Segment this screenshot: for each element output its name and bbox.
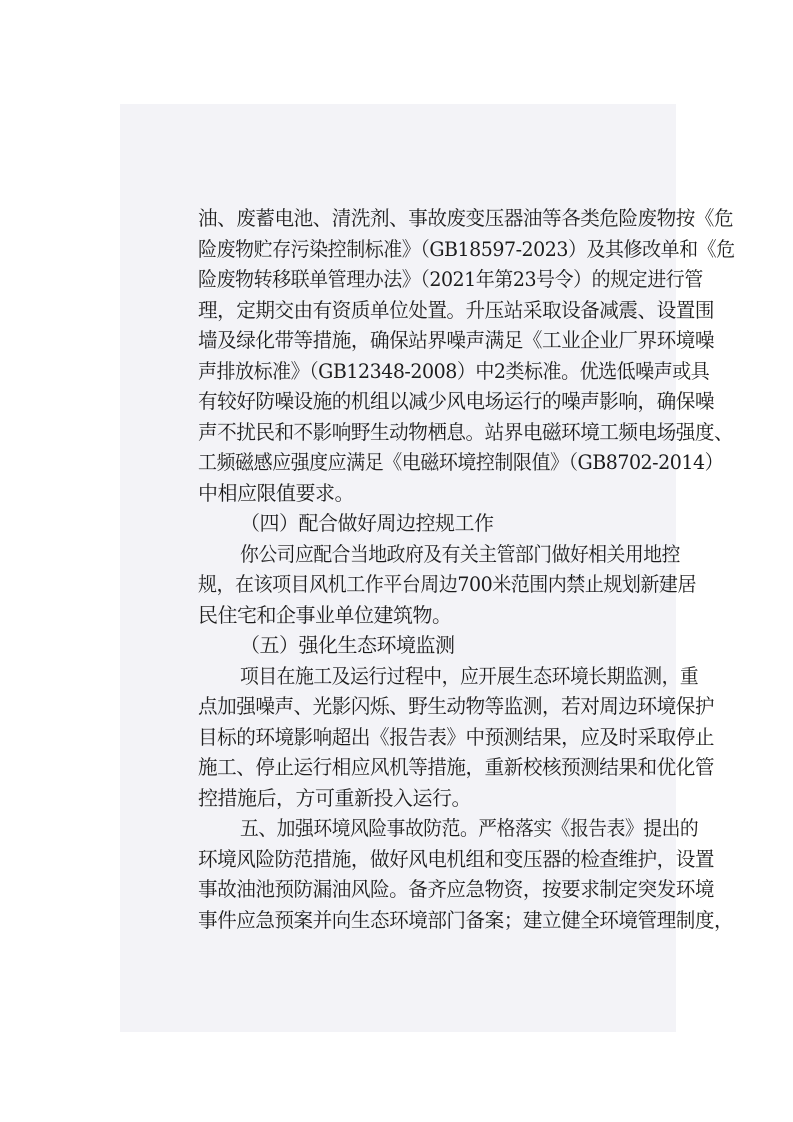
body-text-line: 施工、停止运行相应风机等措施，重新校核预测结果和优化管 xyxy=(198,755,714,779)
section-heading: 五、加强环境风险事故防范。严格落实《报告表》提出的 xyxy=(240,816,699,840)
body-text-line: 事故油池预防漏油风险。备齐应急物资，按要求制定突发环境 xyxy=(198,877,714,901)
body-text-line: 点加强噪声、光影闪烁、野生动物等监测，若对周边环境保护 xyxy=(198,694,714,718)
body-text-line: 目标的环境影响超出《报告表》中预测结果，应及时采取停止 xyxy=(198,725,714,749)
body-text-line: 工频磁感应强度应满足《电磁环境控制限值》（GB8702-2014） xyxy=(198,450,724,474)
body-text-line: 项目在施工及运行过程中，应开展生态环境长期监测，重 xyxy=(240,664,699,688)
body-text-line: 民住宅和企事业单位建筑物。 xyxy=(198,603,452,627)
body-text-line: 有较好防噪设施的机组以减少风电场运行的噪声影响，确保噪 xyxy=(198,389,714,413)
body-text-line: 险废物贮存污染控制标准》（GB18597-2023）及其修改单和《危 xyxy=(198,237,735,261)
body-text-line: 理，定期交由有资质单位处置。升压站采取设备减震、设置围 xyxy=(198,298,714,322)
body-text-line: 控措施后，方可重新投入运行。 xyxy=(198,786,471,810)
section-heading: （四）配合做好周边控规工作 xyxy=(240,511,494,535)
section-heading: （五）强化生态环境监测 xyxy=(240,633,455,657)
body-text-line: 声排放标准》（GB12348-2008）中2类标准。优选低噪声或具 xyxy=(198,359,710,383)
body-text-line: 中相应限值要求。 xyxy=(198,481,354,505)
body-text-line: 声不扰民和不影响野生动物栖息。站界电磁环境工频电场强度、 xyxy=(198,420,734,444)
body-text-line: 事件应急预案并向生态环境部门备案；建立健全环境管理制度， xyxy=(198,908,734,932)
body-text-line: 油、废蓄电池、清洗剂、事故废变压器油等各类危险废物按《危 xyxy=(198,206,734,230)
body-text-line: 你公司应配合当地政府及有关主管部门做好相关用地控 xyxy=(240,542,680,566)
body-text-line: 墙及绿化带等措施，确保站界噪声满足《工业企业厂界环境噪 xyxy=(198,328,714,352)
body-text-line: 规，在该项目风机工作平台周边700米范围内禁止规划新建居 xyxy=(198,572,696,596)
body-text-line: 险废物转移联单管理办法》（2021年第23号令）的规定进行管 xyxy=(198,267,703,291)
body-text-line: 环境风险防范措施，做好风电机组和变压器的检查维护，设置 xyxy=(198,847,714,871)
